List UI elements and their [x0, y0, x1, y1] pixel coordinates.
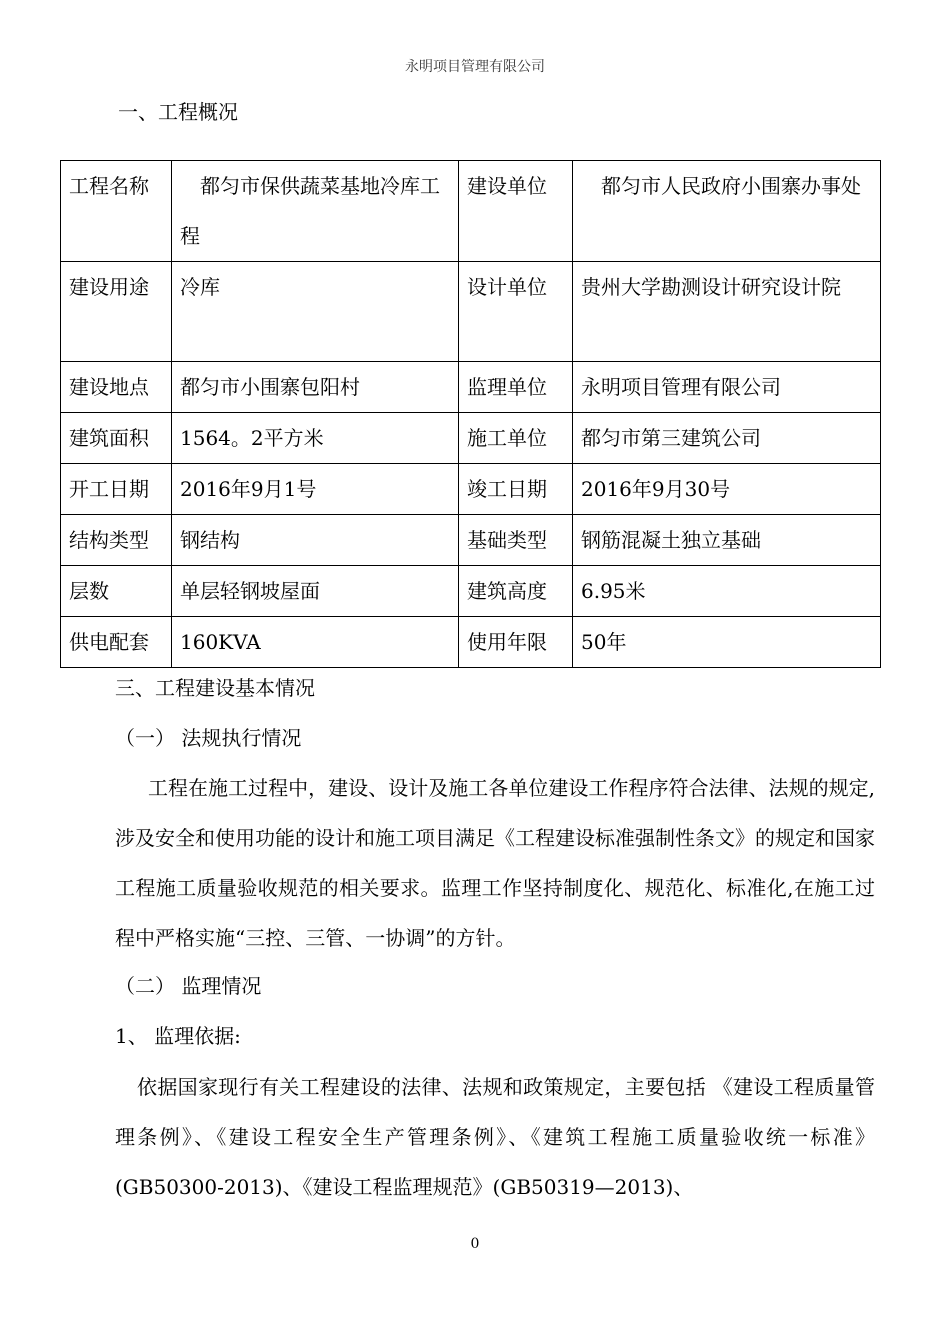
page-header: 永明项目管理有限公司 — [405, 59, 545, 75]
table-value-cell: 永明项目管理有限公司 — [573, 362, 881, 413]
table-label-cell: 竣工日期 — [459, 464, 573, 515]
table-row — [61, 464, 881, 515]
table-label-cell: 建设单位 — [459, 161, 573, 262]
table-label-cell: 建设用途 — [61, 262, 172, 362]
table-row — [61, 413, 881, 464]
table-value-cell: 冷库 — [172, 262, 459, 362]
table-label-cell: 设计单位 — [459, 262, 573, 362]
table-label-cell: 开工日期 — [61, 464, 172, 515]
table-row — [61, 161, 881, 262]
table-label-cell: 供电配套 — [61, 617, 172, 668]
table-label-cell: 层数 — [61, 566, 172, 617]
table-row — [61, 617, 881, 668]
table-label-cell: 使用年限 — [459, 617, 573, 668]
table-label-cell: 建筑面积 — [61, 413, 172, 464]
table-value-cell: 钢筋混凝土独立基础 — [573, 515, 881, 566]
subsection-1-title: （一） 法规执行情况 — [115, 726, 302, 750]
table-value-cell: 50年 — [573, 617, 881, 668]
table-label-cell: 结构类型 — [61, 515, 172, 566]
item-1-title: 1、 监理依据: — [115, 1024, 241, 1048]
table-value-cell: 贵州大学勘测设计研究设计院 — [573, 262, 881, 362]
table-value-cell: 都匀市小围寨包阳村 — [172, 362, 459, 413]
table-label-cell: 基础类型 — [459, 515, 573, 566]
table-value-cell: 1564。2平方米 — [172, 413, 459, 464]
table-label-cell: 建设地点 — [61, 362, 172, 413]
table-row — [61, 362, 881, 413]
table-value-cell: 都匀市保供蔬菜基地冷库工程 — [172, 161, 459, 262]
table-value-cell: 都匀市第三建筑公司 — [573, 413, 881, 464]
table-value-cell: 6.95米 — [573, 566, 881, 617]
table-label-cell: 监理单位 — [459, 362, 573, 413]
table-value-cell: 单层轻钢坡屋面 — [172, 566, 459, 617]
section-3-title: 三、工程建设基本情况 — [115, 676, 315, 700]
paragraph-regulations: 工程在施工过程中，建设、设计及施工各单位建设工作程序符合法律、法规的规定,涉及安全和使用功能的设计和施工项目满足《工程建设标准强制性条文》的规定和国家工程施工质量验收规范的相关要求。监理工作坚持制度化、规范化、标准化,在施工过程中严格实施“三控、三管、一协调”的方针。 — [115, 776, 875, 950]
subsection-2-title: （二） 监理情况 — [115, 974, 262, 998]
table-row — [61, 515, 881, 566]
table-value-cell: 都匀市人民政府小围寨办事处 — [573, 161, 881, 262]
table-value-cell: 2016年9月30号 — [573, 464, 881, 515]
page-number: 0 — [470, 1236, 480, 1252]
paragraph-basis: 依据国家现行有关工程建设的法律、法规和政策规定，主要包括 《建设工程质量管理条例》、《建设工程安全生产管理条例》、《建筑工程施工质量验收统一标准》(GB50300-2013)、《建设工程监理规范》(GB50319—2013)、 — [115, 1075, 875, 1199]
table-value-cell: 2016年9月1号 — [172, 464, 459, 515]
section-1-title: 一、工程概况 — [118, 100, 238, 124]
project-overview-table — [60, 160, 881, 668]
table-label-cell: 施工单位 — [459, 413, 573, 464]
table-value-cell: 钢结构 — [172, 515, 459, 566]
table-label-cell: 工程名称 — [61, 161, 172, 262]
table-row — [61, 262, 881, 362]
table-row — [61, 566, 881, 617]
table-value-cell: 160KVA — [172, 617, 459, 668]
table-label-cell: 建筑高度 — [459, 566, 573, 617]
